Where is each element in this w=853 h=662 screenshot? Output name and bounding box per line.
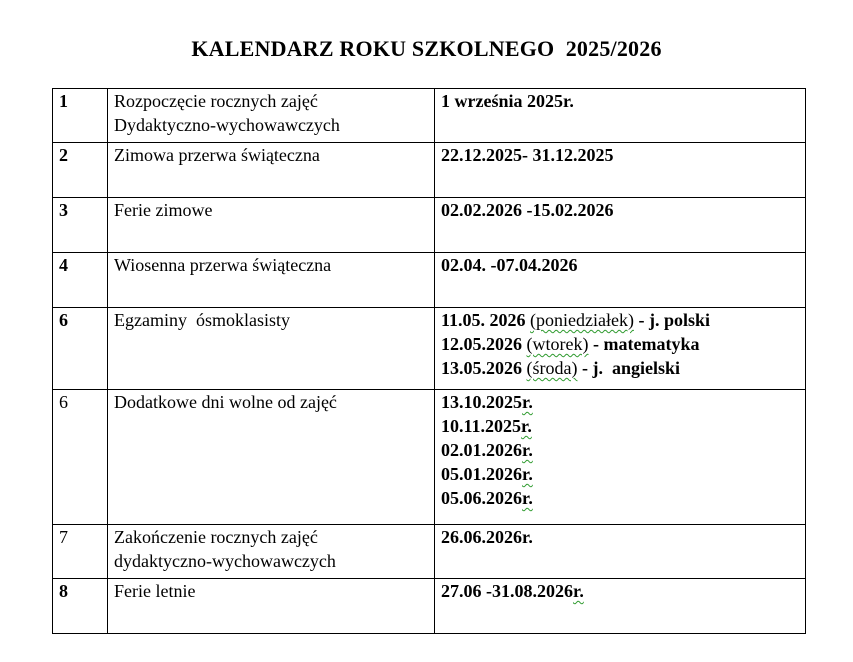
free-day-date: 13.10.2025	[441, 392, 522, 412]
row-number: 6	[53, 308, 108, 390]
event-date-line: 1 września 2025r.	[441, 91, 574, 111]
exam-line	[441, 332, 799, 356]
event-date-line: 22.12.2025- 31.12.2025	[441, 145, 614, 165]
row-number: 3	[53, 198, 108, 253]
free-day-line	[441, 414, 799, 438]
free-day-suffix: r.	[522, 440, 533, 460]
event-name-line: Rozpoczęcie rocznych zajęć	[114, 91, 318, 111]
free-days-cell	[435, 390, 806, 525]
table-row	[53, 198, 806, 253]
free-day-date: 02.01.2026	[441, 440, 522, 460]
event-date-cell	[435, 143, 806, 198]
event-name-cell	[108, 198, 435, 253]
exam-date: 12.05.2026	[441, 334, 527, 354]
event-name-line: dydaktyczno-wychowawczych	[114, 551, 336, 571]
free-day-date: 10.11.2025	[441, 416, 522, 436]
exam-subject: - matematyka	[588, 334, 700, 354]
table-row	[53, 579, 806, 634]
exam-line	[441, 356, 799, 380]
row-number: 7	[53, 525, 108, 579]
free-day-suffix: r.	[522, 464, 533, 484]
free-day-date: 05.01.2026	[441, 464, 522, 484]
free-day-line	[441, 486, 799, 510]
table-row	[53, 143, 806, 198]
event-name-line: Dodatkowe dni wolne od zajęć	[114, 392, 337, 412]
table-row	[53, 253, 806, 308]
table-row	[53, 308, 806, 390]
row-number: 6	[53, 390, 108, 525]
event-name-cell	[108, 525, 435, 579]
free-day-date: 05.06.2026	[441, 488, 522, 508]
event-date-cell	[435, 89, 806, 143]
page-title: KALENDARZ ROKU SZKOLNEGO 2025/2026	[191, 36, 662, 61]
free-day-line	[441, 462, 799, 486]
event-name-line: Egzaminy ósmoklasisty	[114, 310, 290, 330]
free-day-line	[441, 438, 799, 462]
row-number: 2	[53, 143, 108, 198]
table-row	[53, 390, 806, 525]
event-name-cell	[108, 143, 435, 198]
exam-line	[441, 308, 799, 332]
school-calendar-table	[52, 88, 806, 634]
event-name-cell	[108, 579, 435, 634]
event-name-cell	[108, 308, 435, 390]
event-date-line: 26.06.2026r.	[441, 527, 533, 547]
row-number: 8	[53, 579, 108, 634]
table-row	[53, 525, 806, 579]
event-name-cell	[108, 89, 435, 143]
event-date-cell	[435, 253, 806, 308]
event-name-cell	[108, 390, 435, 525]
event-date-line	[441, 579, 799, 603]
event-date-cell	[435, 525, 806, 579]
event-date-cell	[435, 198, 806, 253]
event-name-line: Zimowa przerwa świąteczna	[114, 145, 320, 165]
free-day-suffix: r.	[522, 488, 533, 508]
free-day-suffix: r.	[521, 416, 532, 436]
table-row	[53, 89, 806, 143]
row-number: 4	[53, 253, 108, 308]
exam-schedule-cell	[435, 308, 806, 390]
exam-subject: - j. angielski	[577, 358, 680, 378]
exam-date: 13.05.2026	[441, 358, 527, 378]
event-date-suffix: r.	[573, 581, 584, 601]
event-name-line: Wiosenna przerwa świąteczna	[114, 255, 332, 275]
row-number: 1	[53, 89, 108, 143]
event-date-line: 02.02.2026 -15.02.2026	[441, 200, 614, 220]
exam-weekday: (poniedziałek)	[530, 310, 634, 330]
exam-weekday: (wtorek)	[526, 334, 589, 354]
event-name-line: Dydaktyczno-wychowawczych	[114, 115, 340, 135]
exam-date: 11.05. 2026	[441, 310, 531, 330]
exam-weekday: (środa)	[526, 358, 578, 378]
event-date-line: 02.04. -07.04.2026	[441, 255, 578, 275]
exam-subject: - j. polski	[633, 310, 710, 330]
event-date-main: 27.06 -31.08.2026	[441, 581, 573, 601]
free-day-suffix: r.	[522, 392, 533, 412]
event-name-line: Ferie letnie	[114, 581, 196, 601]
event-name-line: Zakończenie rocznych zajęć	[114, 527, 318, 547]
free-day-line	[441, 390, 799, 414]
event-name-line: Ferie zimowe	[114, 200, 213, 220]
event-date-cell	[435, 579, 806, 634]
event-name-cell	[108, 253, 435, 308]
